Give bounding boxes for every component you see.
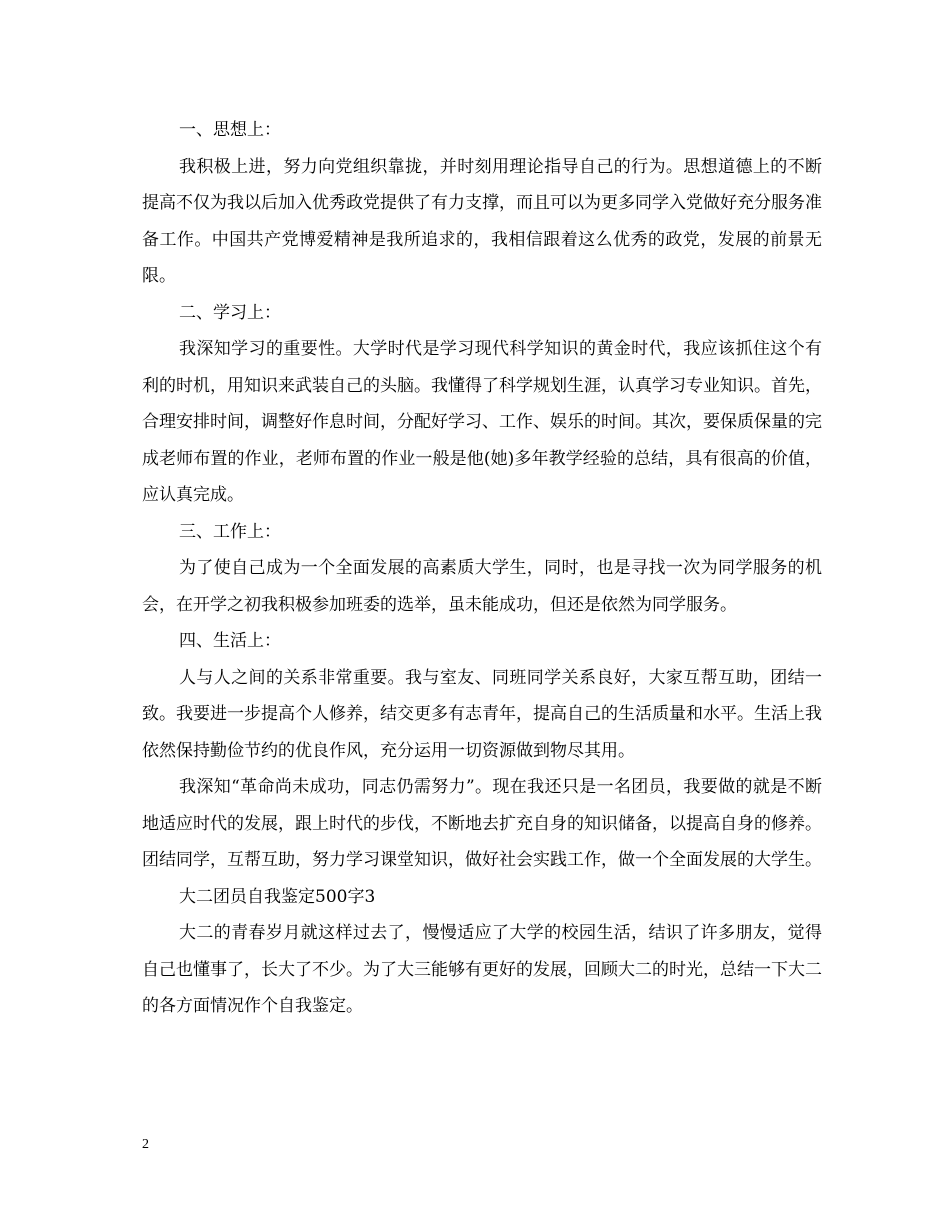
paragraph-work: 为了使自己成为一个全面发展的高素质大学生，同时，也是寻找一次为同学服务的机会，在开学之初我积极参加班委的选举，虽未能成功，但还是依然为同学服务。 [142,558,822,615]
section-heading-life: 四、生活上： [179,631,281,651]
paragraph-intro: 大二的青春岁月就这样过去了，慢慢适应了大学的校园生活，结识了许多朋友，觉得自己也懂事了，长大了不少。为了大三能够有更好的发展，回顾大二的时光，总结一下大二的各方面情况作个自我鉴定。 [142,923,822,1016]
paragraph-thought: 我积极上进，努力向党组织靠拢，并时刻用理论指导自己的行为。思想道德上的不断提高不仅为我以后加入优秀政党提供了有力支撑，而且可以为更多同学入党做好充分服务准备工作。中国共产党博爱精神是我所追求的，我相信跟着这么优秀的政党，发展的前景无限。 [142,156,822,286]
paragraph-life: 人与人之间的关系非常重要。我与室友、同班同学关系良好，大家互帮互助，团结一致。我要进一步提高个人修养，结交更多有志青年，提高自己的生活质量和水平。生活上我依然保持勤俭节约的优良作风，充分运用一切资源做到物尽其用。 [142,667,822,761]
section-heading-work: 三、工作上： [179,521,281,542]
section-heading-study: 二、学习上： [179,302,281,323]
document-body [142,112,822,1025]
paragraph-study: 我深知学习的重要性。大学时代是学习现代科学知识的黄金时代，我应该抓住这个有利的时机，用知识来武装自己的头脑。我懂得了科学规划生涯，认真学习专业知识。首先，合理安排时间，调整好作息时间，分配好学习、工作、娱乐的时间。其次，要保质保量的完成老师布置的作业，老师布置的作业一般是他(她)多年教学经验的总结，具有很高的价值，应认真完成。 [142,339,822,505]
article-title: 大二团员自我鉴定500字3 [179,886,376,907]
section-heading-thought: 一、思想上： [179,120,281,140]
paragraph-conclusion: 我深知“革命尚未成功，同志仍需努力”。现在我还只是一名团员，我要做的就是不断地适应时代的发展，跟上时代的步伐，不断地去扩充自身的知识储备，以提高自身的修养。团结同学，互帮互助，努力学习课堂知识，做好社会实践工作，做一个全面发展的大学生。 [142,777,822,870]
page-number: 2 [142,1137,149,1152]
